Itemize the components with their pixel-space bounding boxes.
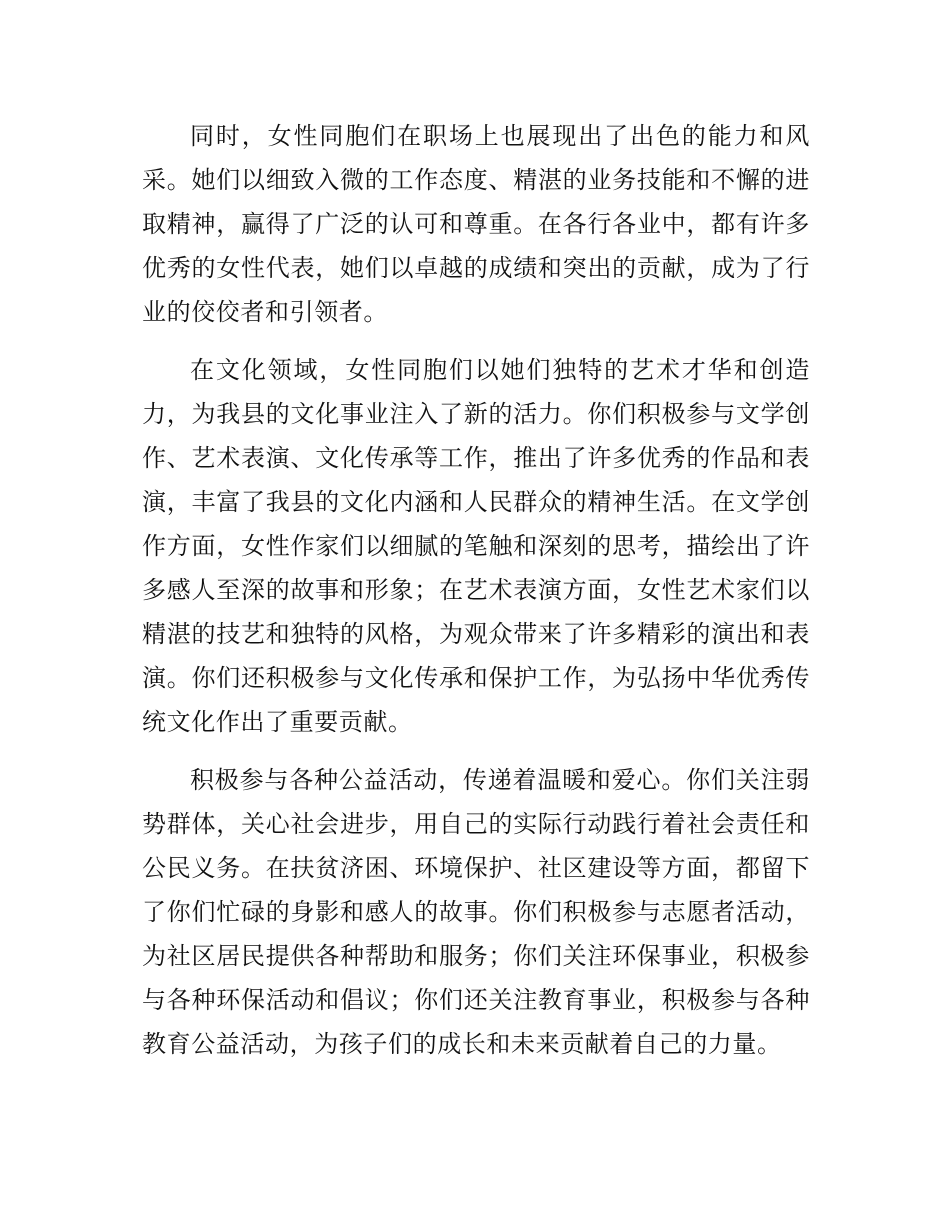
paragraph-public-welfare: 积极参与各种公益活动，传递着温暖和爱心。你们关注弱势群体，关心社会进步，用自己的实际行动践行着社会责任和公民义务。在扶贫济困、环境保护、社区建设等方面，都留下了你们忙碌的身影和感人的故事。你们积极参与志愿者活动，为社区居民提供各种帮助和服务；你们关注环保事业，积极参与各种环保活动和倡议；你们还关注教育事业，积极参与各种教育公益活动，为孩子们的成长和未来贡献着自己的力量。 [142,766,810,1058]
paragraph-culture: 在文化领域，女性同胞们以她们独特的艺术才华和创造力，为我县的文化事业注入了新的活力。你们积极参与文学创作、艺术表演、文化传承等工作，推出了许多优秀的作品和表演，丰富了我县的文化内涵和人民群众的精神生活。在文学创作方面，女性作家们以细腻的笔触和深刻的思考，描绘出了许多感人至深的故事和形象；在艺术表演方面，女性艺术家们以精湛的技艺和独特的风格，为观众带来了许多精彩的演出和表演。你们还积极参与文化传承和保护工作，为弘扬中华优秀传统文化作出了重要贡献。 [142,356,810,736]
paragraph-workplace: 同时，女性同胞们在职场上也展现出了出色的能力和风采。她们以细致入微的工作态度、精湛的业务技能和不懈的进取精神，赢得了广泛的认可和尊重。在各行各业中，都有许多优秀的女性代表，她们以卓越的成绩和突出的贡献，成为了行业的佼佼者和引领者。 [142,122,810,326]
document-body [142,114,810,1080]
